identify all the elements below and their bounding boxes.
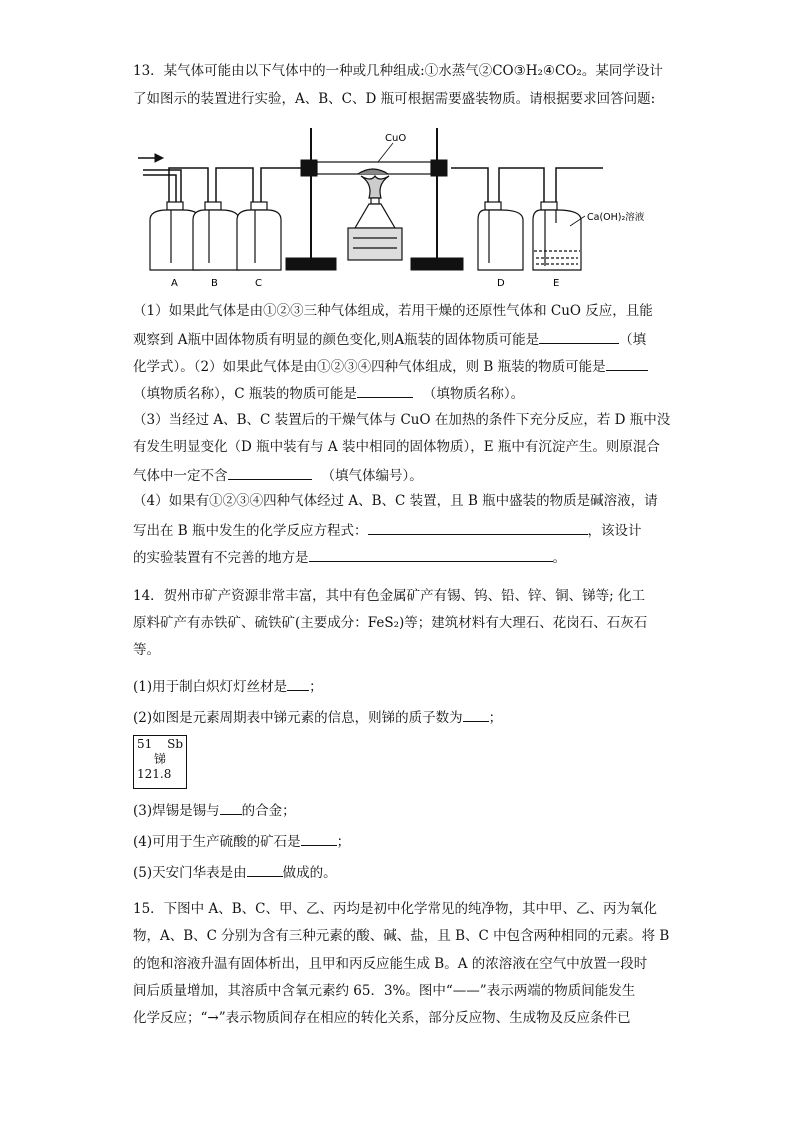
answer-blank[interactable] bbox=[463, 707, 489, 722]
q14-sub5-end: 做成的。 bbox=[282, 865, 337, 881]
q14-sub3 bbox=[133, 800, 663, 820]
q15-stem-line3: 的饱和溶液升温有固体析出，且甲和丙反应能生成 B。A 的浓溶液在空气中放置一段时 bbox=[133, 956, 648, 972]
q14-sub1 bbox=[133, 676, 663, 696]
bottle-c bbox=[237, 202, 281, 270]
q15-stem-line5: 化学反应；“→”表示物质间存在相应的转化关系，部分反应物、生成物及反应条件已 bbox=[133, 1010, 631, 1026]
cuo-label: CuO bbox=[385, 133, 407, 144]
q14-stem-line2: 原料矿产有赤铁矿、硫铁矿(主要成分：FeS₂)等；建筑材料有大理石、花岗石、石灰石 bbox=[133, 615, 648, 631]
q15-stem-line2: 物，A、B、C 分别为含有三种元素的酸、碱、盐，且 B、C 中包含两种相同的元素。将 B bbox=[133, 928, 670, 944]
answer-blank[interactable] bbox=[220, 800, 242, 815]
q13-part4-text2: 的实验装置有不完善的地方是 bbox=[133, 550, 309, 566]
q13-part3-line1: （3）当经过 A、B、C 装置后的干燥气体与 CuO 在加热的条件下充分反应，若 D 瓶中没 bbox=[133, 412, 671, 428]
q13-part4-line3 bbox=[133, 547, 663, 567]
answer-blank[interactable] bbox=[247, 862, 283, 877]
q13-part2-text-end: （填物质名称）。 bbox=[422, 386, 525, 402]
q13-part3-text: 气体中一定不含 bbox=[133, 468, 228, 484]
q14-stem-line1: 14．贺州市矿产资源非常丰富，其中有色金属矿产有锡、钨、铅、锌、铜、锑等; 化工 bbox=[133, 588, 646, 604]
q14-stem-line3: 等。 bbox=[133, 642, 160, 658]
q13-part2-line bbox=[133, 356, 663, 376]
answer-blank[interactable] bbox=[287, 676, 309, 691]
bottle-e bbox=[533, 202, 581, 270]
q15-stem-line1: 15．下图中 A、B、C、甲、乙、丙均是初中化学常见的纯净物，其中甲、乙、丙为氧化 bbox=[133, 901, 657, 917]
experiment-apparatus-diagram bbox=[133, 118, 645, 293]
q14-sub5-text: (5)天安门华表是由 bbox=[133, 865, 247, 881]
q14-sub3-text: (3)焊锡是锡与 bbox=[133, 803, 220, 819]
q13-part1-text: 观察到 A瓶中固体物质有明显的颜色变化,则A瓶装的固体物质可能是 bbox=[133, 332, 540, 348]
combustion-tube bbox=[317, 162, 431, 174]
q13-part3-line2: 有发生明显变化（D 瓶中装有与 A 装中相同的固体物质），E 瓶中有沉淀产生。则原混合 bbox=[133, 439, 660, 455]
q13-part1-line1: （1）如果此气体是由①②③三种气体组成，若用干燥的还原性气体和 CuO 反应，且能 bbox=[133, 303, 653, 319]
answer-blank[interactable] bbox=[357, 383, 413, 398]
q14-sub1-end: ； bbox=[309, 679, 323, 695]
q14-sub2 bbox=[133, 707, 663, 727]
iron-stand-right bbox=[411, 128, 463, 270]
q13-part2-line2 bbox=[133, 383, 663, 403]
q15-stem-line4: 间后质量增加，其溶质中含氧元素约 65．3%。图中“——”表示两端的物质间能发生 bbox=[133, 983, 636, 999]
q13-part4-line2 bbox=[133, 520, 663, 540]
q13-part1-text-end: （填 bbox=[619, 332, 647, 348]
q13-part2-text2: （填物质名称），C 瓶装的物质可能是 bbox=[133, 386, 357, 402]
alcohol-lamp bbox=[348, 176, 402, 260]
label-d: D bbox=[497, 278, 505, 289]
q14-sub1-text: (1)用于制白炽灯灯丝材是 bbox=[133, 679, 288, 695]
q13-stem-line1: 13．某气体可能由以下气体中的一种或几种组成:①水蒸气②CO③H₂④CO₂。某同学设计 bbox=[133, 63, 663, 79]
label-e: E bbox=[553, 278, 560, 289]
q13-part3-text-end: （填气体编号）。 bbox=[321, 468, 423, 484]
q13-part4-text: 写出在 B 瓶中发生的化学反应方程式： bbox=[133, 523, 368, 539]
q14-sub2-end: ； bbox=[488, 710, 503, 726]
answer-blank[interactable] bbox=[606, 356, 648, 371]
q13-part4-line1: （4）如果有①②③④四种气体经过 A、B、C 装置，且 B 瓶中盛装的物质是碱溶液，请 bbox=[133, 493, 658, 509]
answer-blank[interactable] bbox=[228, 465, 312, 480]
q14-sub5 bbox=[133, 862, 663, 882]
periodic-table-cell bbox=[133, 735, 187, 789]
q14-sub4-end: ； bbox=[336, 834, 351, 850]
atomic-mass: 121.8 bbox=[137, 767, 172, 781]
gas-inlet-arrow bbox=[138, 154, 163, 162]
label-a: A bbox=[171, 278, 178, 289]
bottle-d bbox=[478, 202, 523, 270]
iron-stand-left bbox=[286, 128, 336, 270]
element-name: 锑 bbox=[153, 752, 166, 766]
caoh2-solution-label: Ca(OH)₂溶液 bbox=[587, 212, 645, 223]
q13-part4-text-end: ，该设计 bbox=[587, 523, 642, 539]
q13-part1-line2 bbox=[133, 329, 663, 349]
q13-part2-text: 化学式）。（2）如果此气体是由①②③④四种气体组成，则 B 瓶装的物质可能是 bbox=[133, 359, 606, 375]
label-c: C bbox=[255, 278, 262, 289]
q14-sub2-text: (2)如图是元素周期表中锑元素的信息，则锑的质子数为 bbox=[133, 710, 463, 726]
q13-part4-text2-end: 。 bbox=[552, 550, 566, 566]
answer-blank[interactable] bbox=[539, 329, 619, 344]
q13-part3-line3 bbox=[133, 465, 663, 485]
q13-stem-line2: 了如图示的装置进行实验，A、B、C、D 瓶可根据需要盛装物质。请根据要求回答问题: bbox=[133, 91, 656, 107]
bottle-b bbox=[193, 202, 239, 270]
answer-blank[interactable] bbox=[368, 520, 588, 535]
element-symbol: Sb bbox=[167, 737, 183, 751]
atomic-number: 51 bbox=[137, 737, 153, 751]
q14-sub4 bbox=[133, 831, 663, 851]
q14-sub4-text: (4)可用于生产硫酸的矿石是 bbox=[133, 834, 301, 850]
q14-sub3-end: 的合金； bbox=[241, 803, 296, 819]
answer-blank[interactable] bbox=[309, 547, 553, 562]
answer-blank[interactable] bbox=[301, 831, 337, 846]
label-b: B bbox=[211, 278, 218, 289]
